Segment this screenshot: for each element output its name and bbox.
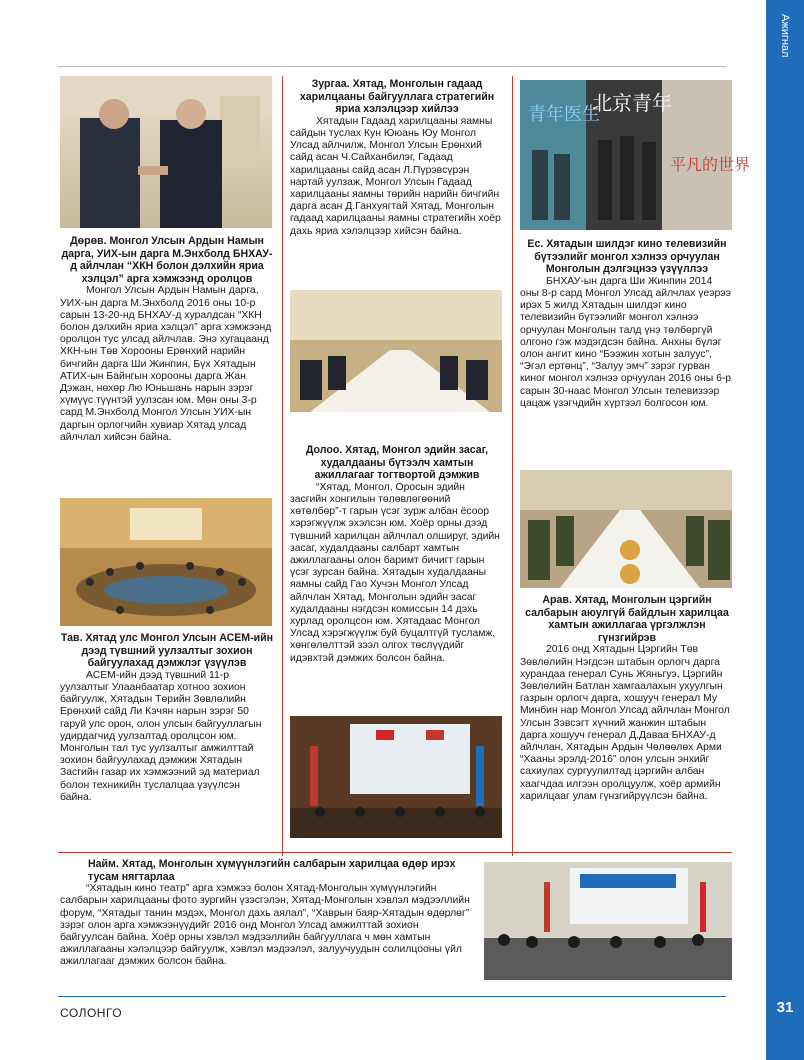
media-forum-photo	[484, 862, 732, 980]
section-4	[60, 235, 274, 444]
section-6	[290, 78, 504, 238]
column-divider-1	[282, 76, 283, 856]
section-8	[60, 858, 470, 969]
footer-rule	[58, 996, 726, 997]
page-number: 31	[776, 999, 794, 1016]
section-8-body: “Хятадын кино театр” арга хэмжээ болон Хятад-Монголын хүмүүнлэгийн салбарын харилцааны фото зургийн үзэсгэлэн, Хятад-Монголын хэвлэл мэдээллийн форум, “Хятадыг танин мэдэх, Монгол дахь аялал”, “Хаврын баяр-Хятадын өдөрлөг” зэрэг олон арга хэмжээнүүдийг 2016 онд Монгол Улсад амжилттай зохион байгуулсан байна. Хоёр орны хэвлэл мэдээллийн байгууллага ч мөн хамтын ажиллагааны хэлэлцээр байгуулж, хэвлэл мэдээлэл, залуучуудын солилцооны үйл ажиллагааг дэмжих болсон байна.	[60, 883, 470, 968]
military-talks-photo	[520, 470, 732, 588]
section-10-heading: Арав. Хятад, Монголын цэргийн салбарын аюулгүй байдлын харилцаа хамтын ажиллагаа үргэлжлэн гүнзгийрэв	[525, 594, 729, 644]
handshake-photo	[60, 76, 272, 228]
section-7	[290, 444, 504, 665]
column-divider-2	[512, 76, 513, 856]
tv-series-posters	[520, 80, 751, 230]
section-10-body: 2016 онд Хятадын Цэргийн Төв Зөвлөлийн Нэгдсэн штабын орлогч дарга хурандаа генерал Сунь Жяньгуэ, Цэргийн Зөвлөлийн Батлан хамгаалахын ухуулгын газрын орлогч дарга, хошууч генерал Му Минбин нар Монгол Улсад айлчлан Монгол Улсын Зэвсэгт хүчний жанжин штабын дарга хошууч генерал Д.Даваа БНХАУ-д айлчлан, Хятадын Ардын Чөлөөлөх Арми “Хааны эрэлд-2016” олон улсын энхийг сахиулах сургуулилтад цэргийн албан хаагчдаа илгээн оролцуулж, хоёр армийн харилцааг улам гүнзгийрүүлсэн байна.	[520, 644, 730, 802]
economic-forum-photo	[290, 716, 502, 838]
section-9	[520, 238, 734, 410]
magazine-title: СОЛОНГО	[60, 1006, 123, 1020]
section-10	[520, 594, 734, 803]
section-5-heading: Тав. Хятад улс Монгол Улсын АСЕМ-ийн дээд түвшний уулзалтыг зохион байгуулахад дэмжлэг үзүүлэв	[60, 632, 274, 670]
section-divider	[58, 852, 732, 853]
poster-2-title: 北京青年	[592, 91, 672, 115]
top-rule	[58, 66, 726, 67]
section-8-heading: Найм. Хятад, Монголын хүмүүнлэгийн салбарын харилцаа өдөр ирэх тусам нягтарлаа	[88, 858, 456, 883]
section-9-body: БНХАУ-ын дарга Ши Жинпин 2014 оны 8-р сард Монгол Улсад айлчлах үеэрээ ирэх 5 жилд Хятадын шилдэг кино телевизийн бүтээлийг монгол хэлнээ орчуулан Монголын талд үнэ төлбөргүй олгоно гэж мэдэгдсэн байна. Анхны бүлэг олон ангит кино “Бээжин хотын залуус”, “Эгэл ертөнц”, “Залуу эмч” зэрэг гурван киног монгол хэлнээ орчуулан 2016 оны 6-р сарын 30-наас Монгол Улсын телевизээр цацаж үзэгчдийн хүртээл болгосон юм.	[520, 275, 732, 409]
ministry-talks-photo	[290, 290, 502, 412]
section-5	[60, 632, 274, 804]
sidebar-strip	[766, 0, 804, 1060]
section-7-body: “Хятад, Монгол, Оросын эдийн засгийн хонгилын төлөвлөгөөний хөтөлбөр”-т гарын үсэг зурж албан ёсоор хэрэгжүүлж эхэлсэн юм. Хоёр орны дээд түвшний харилцан айлчлал олшируг, эдийн засаг, худалдааны салбарт хамтын ажиллагааны олон баримт бичигт гарын үсэг зурсан байна. Хятадын худалдааны яамны сайд Гао Хучэн Монгол Улсад айлчлан Хятад, Монголын эдийн засаг худалдааны нэгдсэн комиссын 14 дэхь хурлад оролцсон юм. Хятадаас Монгол Улсад хэрэгжүүлж буй буцалтгүй тусламж, хөнгөлөлттэй зээл олгох төслүүдийг идэвхтэй дэмжих болсон байна.	[290, 481, 500, 664]
section-9-heading: Ес. Хятадын шилдэг кино телевизийн бүтээлийг монгол хэлнээ орчуулан Монголын дэлгэцнээ үзүүллээ	[527, 238, 727, 276]
poster-1-title: 青年医生	[528, 104, 600, 125]
section-6-body: Хятадын Гадаад харилцааны яамны сайдын туслах Кун Ююань Юу Монгол Улсад айлчилж, Монгол Улсын Ерөнхий сайд асан Ч.Сайханбилэг, Гадаад харилцааны сайд асан Л.Пүрэвсүрэн нартай уулзаж, Монгол Улсын Гадаад харилцааны яамны төрийн нарийн бичгийн дарга асан Д.Ганхуягтай Хятад, Монголын гадаад харилцааны яамны стратегийн хоёр дахь яриа хэлэлцээр хийсэн байна.	[290, 115, 501, 237]
section-6-heading: Зургаа. Хятад, Монголын гадаад харилцааны байгууллага стратегийн яриа хэлэлцээр хийлээ	[299, 78, 495, 116]
poster-3-title: 平凡的世界	[670, 155, 751, 174]
section-4-heading: Дөрөв. Монгол Улсын Ардын Намын дарга, УИХ-ын дарга М.Энхболд БНХАУ-д айлчлан “ХКН болон дэлхийн яриа хэлцэл” арга хэмжээнд оролцов	[61, 235, 273, 285]
sidebar-label: Ажигнал	[766, 6, 804, 66]
section-5-body: АСЕМ-ийн дээд түвшний 11-р уулзалтыг Улаанбаатар хотноо зохион байгуулж, Хятадын Төрийн Зөвлөлийн Ерөнхий сайд Ли Кэчян нарын зэрэг 50 гаруй улс орон, олон улсын байгууллагын удирдагчид уулзалтад оролцсон юм. Монголын тал тус уулзалтыг амжилттай зохион байгуулахад дэмжиж Хятадын Засгийн газар их хэмжээний эд материал болон техникийн туслалцаа үзүүлсэн байна.	[60, 669, 262, 803]
section-4-body: Монгол Улсын Ардын Намын дарга, УИХ-ын дарга М.Энхболд 2016 оны 10-р сарын 13-20-нд БНХАУ-д хуралдсан “ХКН болон дэлхийн яриа хэлцэл” арга хэмжээнд оролцон тус улсад айлчлав. Энэ хугацаанд ХКН-ын Төв Хорооны Ерөнхий нарийн бичгийн дарга Ши Жинпин, Бүх Хятадын АТИХ-ын Байнгын хорооны дарга Жан Дэжан, нөхөр Лю Юньшань нарын зэрэг хүмүүс түүнтэй уулзсан юм. Мөн оны 3-р сард М.Энхболд Монгол Улсын УИХ-ын даргын орлогчийн хувиар Хятад улсад айлчлал хийсэн байна.	[60, 285, 272, 443]
section-7-heading: Долоо. Хятад, Монгол эдийн засаг, худалдааны бүтээлч хамтын ажиллагааг тогтвортой дэмжив	[305, 444, 489, 482]
asem-summit-photo	[60, 498, 272, 626]
